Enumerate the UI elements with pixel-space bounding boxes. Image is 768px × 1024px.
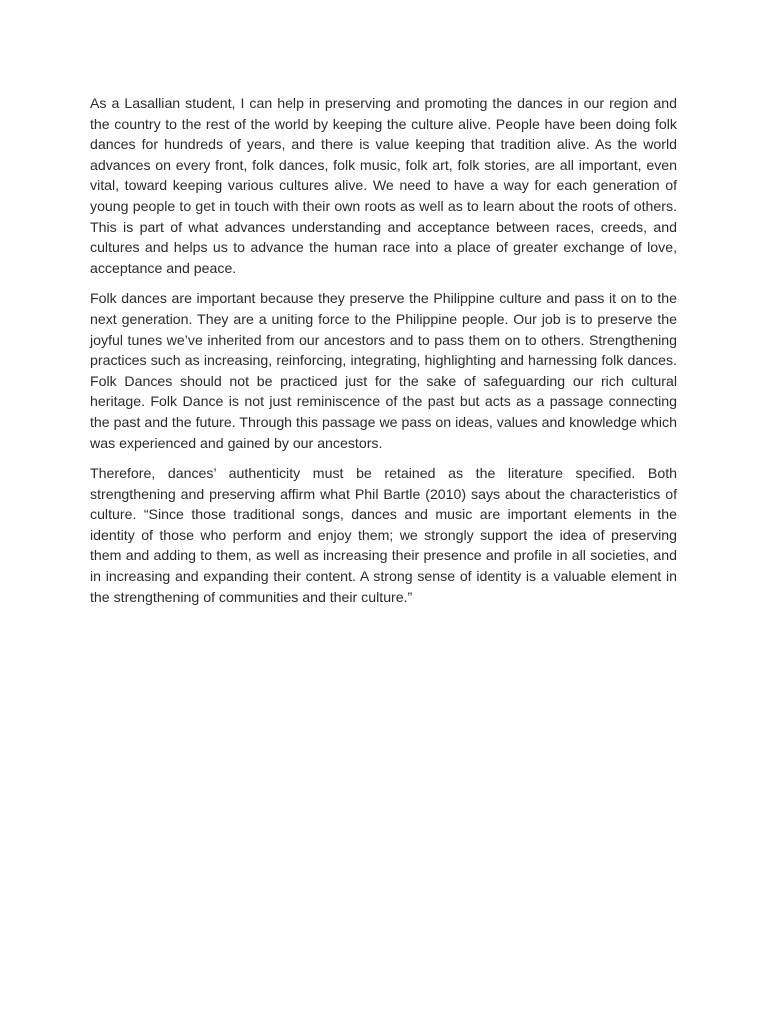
paragraph-1: As a Lasallian student, I can help in preserving and promoting the dances in our region and the country to the rest of the world by keeping the culture alive. People have been doing folk dances for hundreds of years, and there is value keeping that tradition alive. As the world advances on every front, folk dances, folk music, folk art, folk stories, are all important, even vital, toward keeping various cultures alive. We need to have a way for each generation of young people to get in touch with their own roots as well as to learn about the roots of others. This is part of what advances understanding and acceptance between races, creeds, and cultures and helps us to advance the human race into a place of greater exchange of love, acceptance and peace. <box>90 95 677 276</box>
paragraph-3: Therefore, dances’ authenticity must be retained as the literature specified. Both strengthening and preserving affirm what Phil Bartle (2010) says about the characteristics of culture. “Since those traditional songs, dances and music are important elements in the identity of those who perform and enjoy them; we strongly support the idea of preserving them and adding to them, as well as increasing their presence and profile in all societies, and in increasing and expanding their content. A strong sense of identity is a valuable element in the strengthening of communities and their culture.” <box>90 465 677 605</box>
paragraph-2: Folk dances are important because they preserve the Philippine culture and pass it on to the next generation. They are a uniting force to the Philippine people. Our job is to preserve the joyful tunes we’ve inherited from our ancestors and to pass them on to others. Strengthening practices such as increasing, reinforcing, integrating, highlighting and harnessing folk dances. Folk Dances should not be practiced just for the sake of safeguarding our rich cultural heritage. Folk Dance is not just reminiscence of the past but acts as a passage connecting the past and the future. Through this passage we pass on ideas, values and knowledge which was experienced and gained by our ancestors. <box>90 290 677 451</box>
document-body <box>90 93 677 617</box>
